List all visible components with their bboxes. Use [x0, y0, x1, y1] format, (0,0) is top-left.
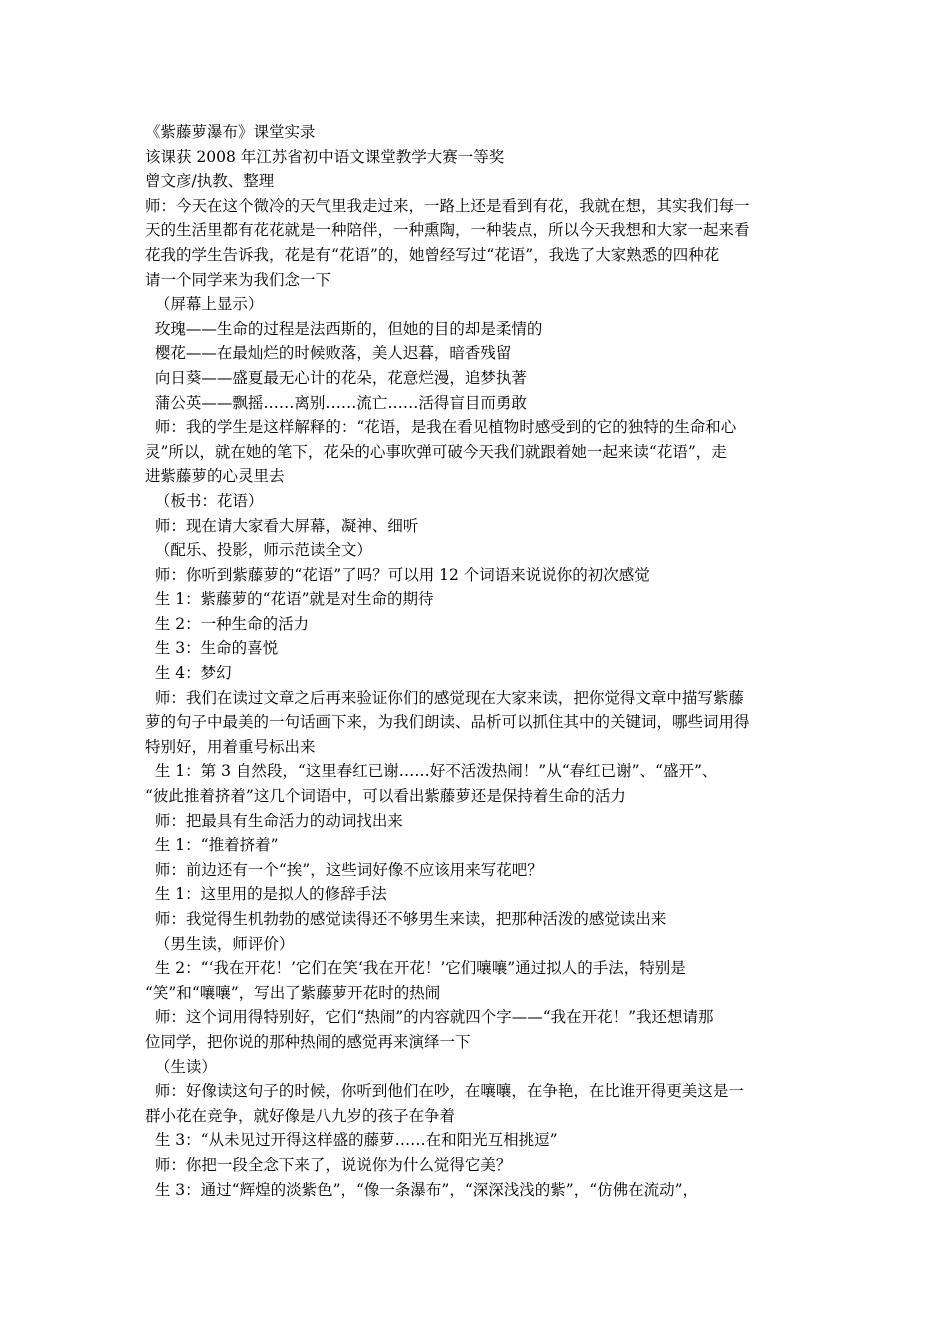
text-line: 师：你听到紫藤萝的“花语”了吗？可以用 12 个词语来说说你的初次感觉 [145, 565, 650, 584]
text-line: 生 3：生命的喜悦 [145, 639, 279, 658]
text-line: （板书：花语） [145, 491, 264, 510]
text-line: “笑”和“嚷嚷”，写出了紫藤萝开花时的热闹 [145, 983, 441, 1002]
text-line: 花我的学生告诉我，花是有“花语”的，她曾经写过“花语”，我选了大家熟悉的四种花 [145, 245, 720, 264]
text-line: 师：我觉得生机勃勃的感觉读得还不够男生来读，把那种活泼的感觉读出来 [145, 910, 667, 928]
text-line: 蒲公英——飘摇……离别……流亡……活得盲目而勇敢 [145, 393, 527, 412]
text-line: 师：你把一段全念下来了，说说你为什么觉得它美？ [145, 1155, 512, 1174]
text-line: 萝的句子中最美的一句话画下来，为我们朗读、品析可以抓住其中的关键词，哪些词用得 [145, 713, 750, 732]
text-line: “彼此推着挤着”这几个词语中，可以看出紫藤萝还是保持着生命的活力 [145, 787, 626, 806]
text-line: 生 1：紫藤萝的“花语”就是对生命的期待 [145, 590, 434, 609]
text-line: 特别好，用着重号标出来 [145, 737, 316, 756]
text-line: 生 3：通过“辉煌的淡紫色”，“像一条瀑布”，“深深浅浅的紫”，“仿佛在流动”， [145, 1180, 699, 1199]
text-line: （男生读，师评价） [145, 934, 295, 953]
text-line: （配乐、投影，师示范读全文） [145, 541, 372, 560]
text-line: 师：我们在读过文章之后再来验证你们的感觉现在大家来读，把你觉得文章中描写紫藤 [145, 688, 744, 707]
award-line: 该课获 2008 年江苏省初中语文课堂教学大赛一等奖 [145, 147, 505, 166]
text-line: 师：好像读这句子的时候，你听到他们在吵，在嚷嚷，在争艳，在比谁开得更美这是一 [145, 1082, 744, 1101]
text-line: 师：我的学生是这样解释的：“花语，是我在看见植物时感受到的它的独特的生命和心 [145, 418, 737, 437]
text-line: 师：今天在这个微冷的天气里我走过来，一路上还是看到有花，我就在想，其实我们每一 [145, 196, 750, 215]
text-line: 生 4：梦幻 [145, 664, 232, 683]
text-line: 群小花在竞争，就好像是八九岁的孩子在争着 [145, 1106, 456, 1125]
text-line: （生读） [145, 1057, 217, 1076]
text-line: 玫瑰——生命的过程是法西斯的，但她的目的却是柔情的 [145, 319, 543, 338]
text-line: （屏幕上显示） [145, 295, 264, 314]
text-line: 进紫藤萝的心灵里去 [145, 467, 285, 486]
text-line: 生 2：一种生命的活力 [145, 614, 310, 633]
document-body [145, 120, 815, 1202]
text-line: 师：前边还有一个“挨”，这些词好像不应该用来写花吧？ [145, 860, 543, 879]
text-line: 天的生活里都有花花就是一种陪伴，一种熏陶，一种装点，所以今天我想和大家一起来看 [145, 221, 750, 240]
text-line: 师：现在请大家看大屏幕，凝神、细听 [145, 516, 419, 535]
text-line: 生 1：第 3 自然段，“这里春红已谢……好不活泼热闹！”从“春红已谢”、“盛开”、 [145, 762, 718, 781]
author-line: 曾文彦/执教、整理 [145, 172, 275, 191]
text-line: 灵”所以，就在她的笔下，花朵的心事吹弹可破今天我们就跟着她一起来读“花语”，走 [145, 442, 727, 461]
text-line: 生 1：这里用的是拟人的修辞手法 [145, 885, 387, 904]
text-line: 生 1：“推着挤着” [145, 836, 279, 855]
document-title: 《紫藤萝瀑布》课堂实录 [145, 123, 316, 141]
text-line: 师：这个词用得特别好，它们“热闹”的内容就四个字——“我在开花！”我还想请那 [145, 1008, 714, 1027]
text-line: 位同学，把你说的那种热闹的感觉再来演绎一下 [145, 1032, 471, 1051]
text-line: 生 3：“从未见过开得这样盛的藤萝……在和阳光互相挑逗” [145, 1131, 558, 1150]
text-line: 樱花——在最灿烂的时候败落，美人迟暮，暗香残留 [145, 344, 512, 363]
text-line: 生 2：“‘我在开花！’它们在笑‘我在开花！’它们嚷嚷”通过拟人的手法，特别是 [145, 959, 686, 978]
text-line: 请一个同学来为我们念一下 [145, 270, 332, 289]
text-line: 师：把最具有生命活力的动词找出来 [145, 811, 403, 830]
text-line: 向日葵——盛夏最无心计的花朵，花意烂漫，追梦执著 [145, 368, 527, 387]
